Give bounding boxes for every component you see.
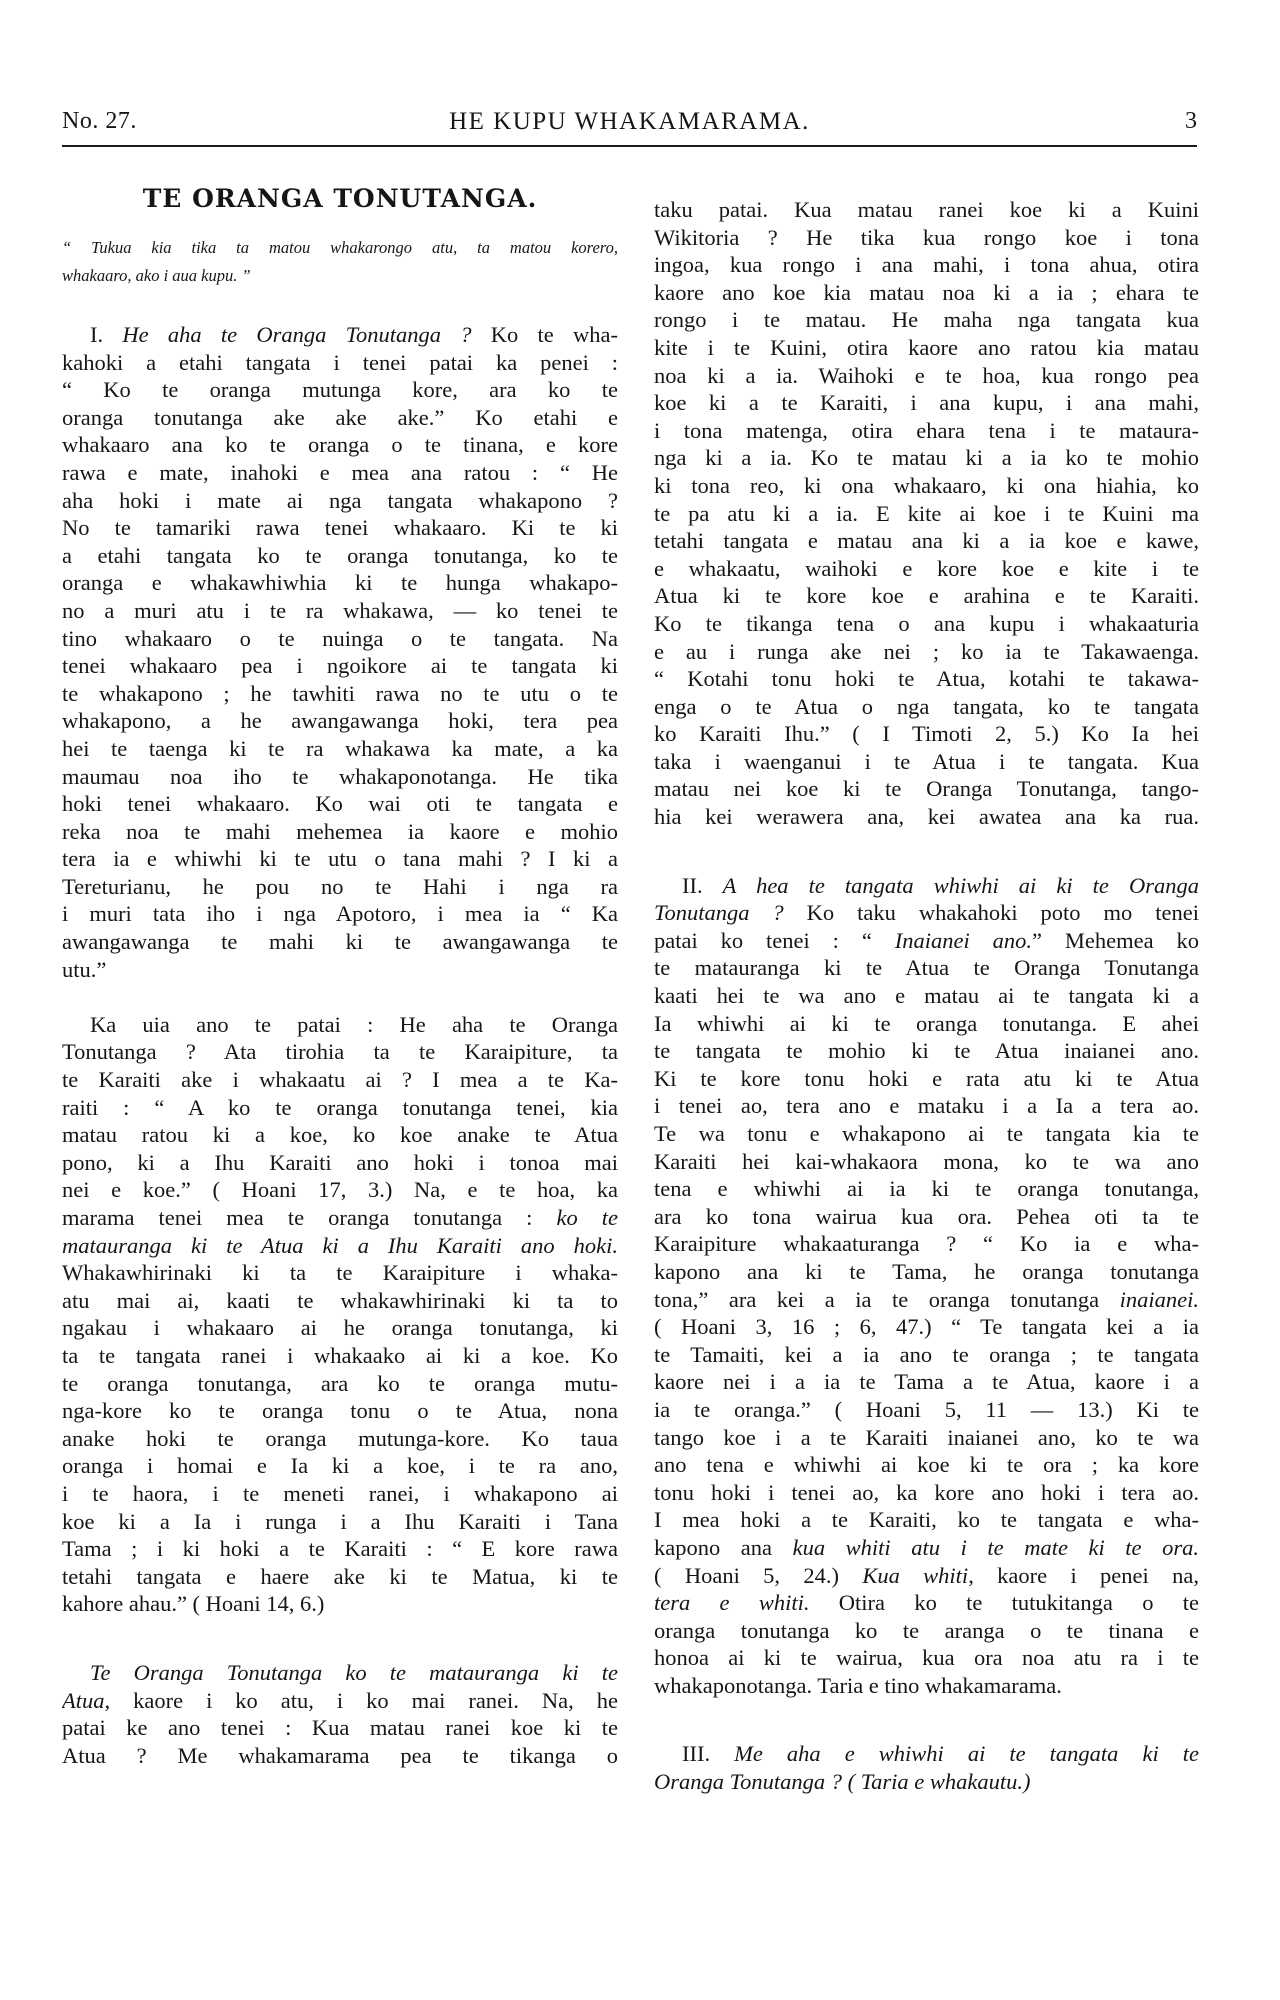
text-line: kaore ano koe kia matau noa ki a ia ; ehara te xyxy=(654,279,1199,305)
text-line: kahore ahau.” ( Hoani 14, 6.) xyxy=(62,1591,325,1617)
text-line: taka i waenganui i te Atua i te tangata. Kua xyxy=(654,748,1199,774)
issue-number: No. 27. xyxy=(62,108,137,134)
italic-run: inaianei. xyxy=(1119,1286,1199,1312)
text-line: te matauranga ki te Atua te Oranga Tonutanga xyxy=(654,955,1199,981)
text-line xyxy=(654,1740,1199,1768)
text-run: marama tenei mea te oranga tonutanga : xyxy=(62,1205,557,1230)
text-line xyxy=(62,1204,618,1232)
italic-run: matauranga ki te Atua ki a Ihu Karaiti ano hoki. xyxy=(62,1232,618,1258)
paragraph-gap xyxy=(654,1699,1199,1740)
text-line: koe ki a te Karaiti, i ana kupu, i ana mahi, xyxy=(654,390,1199,416)
header-rule xyxy=(62,145,1197,147)
text-line: a etahi tangata ko te oranga tonutanga, ko te xyxy=(62,542,618,568)
text-line: “ Ko te oranga mutunga kore, ara ko te xyxy=(62,377,618,403)
text-run: Otira ko te tutukitanga o te xyxy=(809,1590,1199,1616)
text-line: ano tena e whiwhi ai koe ki te ora ; ka kore xyxy=(654,1452,1199,1478)
paragraph-gap xyxy=(654,831,1199,872)
left-column-text xyxy=(62,321,618,1769)
text-line: Ka uia ano te patai : He aha te Oranga xyxy=(90,1011,618,1037)
text-line: ta te tangata ranei i whakaako ai ki a koe. Ko xyxy=(62,1342,618,1368)
text-line: ara ko tona wairua kua ora. Pehea oti ta te xyxy=(654,1203,1199,1229)
italic-run: Inaianei ano. xyxy=(894,927,1032,953)
italic-run: Tonutanga ? xyxy=(654,900,784,926)
text-line: te tangata te mohio ki te Atua inaianei ano. xyxy=(654,1038,1199,1064)
text-line: kite i te Kuini, otira kaore ano ratou kia matau xyxy=(654,334,1199,360)
text-line: whakaponotanga. Taria e tino whakamarama. xyxy=(654,1672,1062,1698)
text-line: i tona matenga, otira ehara tena i te mataura- xyxy=(654,417,1199,443)
text-line: i tenei ao, tera ano e mataku i a Ia a tera ao. xyxy=(654,1093,1199,1119)
text-line: tena e whiwhi ai ia ki te oranga tonutanga, xyxy=(654,1176,1199,1202)
text-line xyxy=(654,1768,1199,1796)
text-line: enga o te Atua o nga tangata, ko te tangata xyxy=(654,693,1199,719)
text-line: kahoki a etahi tangata i tenei patai ka penei : xyxy=(62,349,618,375)
text-line: te Karaiti ake i whakaatu ai ? I mea a te Ka- xyxy=(62,1067,618,1093)
text-line xyxy=(62,321,618,349)
text-line: matau ratou ki a koe, ko koe anake te Atua xyxy=(62,1122,618,1148)
text-line: Whakawhirinaki ki ta te Karaipiture i whaka- xyxy=(62,1260,618,1286)
text-line: ia te oranga.” ( Hoani 5, 11 — 13.) Ki te xyxy=(654,1396,1199,1422)
text-line: oranga tonutanga ko te aranga o te tinana e xyxy=(654,1617,1199,1643)
italic-run: Kua whiti xyxy=(862,1562,969,1588)
text-line: hei te taenga ki te ra whakawa ka mate, a ka xyxy=(62,735,618,761)
text-line: i te haora, i te meneti ranei, i whakapono ai xyxy=(62,1480,618,1506)
text-line: Karaiti hei kai-whakaora mona, ko te wa ano xyxy=(654,1148,1199,1174)
text-line: oranga tonutanga ake ake ake.” Ko etahi e xyxy=(62,404,618,430)
text-line: ko Karaiti Ihu.” ( I Timoti 2, 5.) Ko Ia hei xyxy=(654,721,1199,747)
text-line: I mea hoki a te Karaiti, ko te tangata e wha- xyxy=(654,1507,1199,1533)
text-line: Wikitoria ? He tika kua rongo koe i tona xyxy=(654,224,1199,250)
text-line xyxy=(62,1232,618,1260)
text-line: nga-kore ko te oranga tonu o te Atua, nona xyxy=(62,1398,618,1424)
text-line: Atua ki te kore koe e arahina e te Karaiti. xyxy=(654,583,1199,609)
article-title: TE ORANGA TONUTANGA. xyxy=(142,184,538,213)
paragraph-gap xyxy=(62,1618,618,1659)
text-line: No te tamariki rawa tenei whakaaro. Ki te ki xyxy=(62,515,618,541)
text-line: utu.” xyxy=(62,956,107,982)
text-line: hoki tenei whakaaro. Ko wai oti te tangata e xyxy=(62,791,618,817)
text-line: te Tamaiti, kei a ia ano te oranga ; te tangata xyxy=(654,1341,1199,1367)
text-line: Tama ; i ki hoki a te Karaiti : “ E kore rawa xyxy=(62,1536,618,1562)
text-line: tenei whakaaro pea i ngoikore ai te tangata ki xyxy=(62,653,618,679)
text-line: Ia whiwhi ai ki te oranga tonutanga. E ahei xyxy=(654,1010,1199,1036)
text-line: tino whakaaro o te nuinga o te tangata. Na xyxy=(62,625,618,651)
text-line: oranga i homai e Ia ki a koe, i te ra ano, xyxy=(62,1453,618,1479)
text-line: awangawanga te mahi ki te awangawanga te xyxy=(62,929,618,955)
text-line: honoa ai ki te wairua, kua ora noa atu ra i te xyxy=(654,1645,1199,1671)
italic-run: He aha te Oranga Tonutanga ? xyxy=(122,322,472,347)
text-line: raiti : “ A ko te oranga tonutanga tenei, kia xyxy=(62,1094,618,1120)
text-line: koe ki a Ia i runga i a Ihu Karaiti i Tana xyxy=(62,1508,618,1534)
text-line: te pa atu ki a ia. E kite ai koe i te Kuini ma xyxy=(654,500,1199,526)
epigraph-line: “ Tukua kia tika ta matou whakarongo atu, ta matou korero, xyxy=(62,238,618,257)
text-line: nei e koe.” ( Hoani 17, 3.) Na, e te hoa, ka xyxy=(62,1177,618,1203)
italic-run: A hea te tangata whiwhi ai ki te Oranga xyxy=(722,872,1199,898)
text-line: ki tona reo, ki ona whakaaro, ki ona hiahia, ko xyxy=(654,472,1199,498)
text-line xyxy=(654,927,1199,955)
text-line xyxy=(654,899,1199,927)
paragraph-gap xyxy=(62,983,618,1011)
italic-run: Atua xyxy=(62,1687,105,1713)
italic-run: Oranga Tonutanga ? ( Taria e whakautu.) xyxy=(654,1769,1031,1795)
text-run: tona,” ara kei a ia te oranga tonutanga xyxy=(654,1286,1120,1312)
text-line xyxy=(654,1286,1199,1314)
text-line: oranga e whakawhiwhia ki te hunga whakapo- xyxy=(62,570,618,596)
text-line: Tereturianu, he pou no te Hahi i nga ra xyxy=(62,873,618,899)
epigraph-line: whakaaro, ako i aua kupu. ” xyxy=(62,265,251,285)
text-line: no a muri atu i te ra whakawa, — ko tenei te xyxy=(62,597,618,623)
text-line: whakaaro ana ko te oranga o te tinana, e kore xyxy=(62,432,618,458)
text-line: noa ki a ia. Waihoki e te hoa, kua rongo pea xyxy=(654,362,1199,388)
italic-run: kua whiti atu i te mate ki te ora. xyxy=(792,1534,1199,1560)
text-line xyxy=(654,872,1199,900)
text-run: III. xyxy=(682,1741,735,1767)
text-line: i muri tata iho i nga Apotoro, i mea ia “ Ka xyxy=(62,901,618,927)
italic-run: ko te xyxy=(556,1205,618,1230)
publication-title: HE KUPU WHAKAMARAMA. xyxy=(449,108,810,135)
text-line: Karaipiture whakaaturanga ? “ Ko ia e wha- xyxy=(654,1231,1199,1257)
text-line: tetahi tangata e haere ake ki te Matua, ki te xyxy=(62,1563,618,1589)
italic-run: Me aha e whiwhi ai te tangata ki te xyxy=(734,1741,1199,1767)
text-line: e whakaatu, waihoki e kore koe e kite i te xyxy=(654,555,1199,581)
text-run: patai ko tenei : “ xyxy=(654,927,895,953)
italic-run: tera e whiti. xyxy=(654,1590,810,1616)
text-line: tonu hoki i tenei ao, ka kore ano hoki i tera ao. xyxy=(654,1479,1199,1505)
italic-run: Te Oranga Tonutanga ko te matauranga ki te xyxy=(90,1659,618,1685)
text-line: nga ki a ia. Ko te matau ki a ia ko te mohio xyxy=(654,445,1199,471)
text-line: kaore nei i a ia te Tama a te Atua, kaore i a xyxy=(654,1369,1199,1395)
text-run: II. xyxy=(682,872,723,898)
text-run: kapono ana xyxy=(654,1534,793,1560)
text-line xyxy=(62,1687,618,1715)
text-line: Ko te tikanga tena o ana kupu i whakaaturia xyxy=(654,610,1199,636)
text-line: ( Hoani 3, 16 ; 6, 47.) “ Te tangata kei a ia xyxy=(654,1314,1199,1340)
text-line: reka noa te mahi mehemea ia kaore e mohio xyxy=(62,818,618,844)
text-run: Ko taku whakahoki poto mo tenei xyxy=(783,900,1199,926)
running-header xyxy=(62,108,1197,142)
text-line: rongo i te matau. He maha nga tangata kua xyxy=(654,307,1199,333)
text-run: , kaore i penei na, xyxy=(968,1562,1199,1588)
epigraph xyxy=(62,234,618,289)
text-line: kapono ana ki te Tama, he oranga tonutanga xyxy=(654,1258,1199,1284)
text-line: hia kei werawera ana, kei awatea ana ka rua. xyxy=(654,804,1199,830)
text-line: tango koe i a te Karaiti inaianei ano, ko te wa xyxy=(654,1424,1199,1450)
text-line: ngakau i whakaaro ai he oranga tonutanga, ki xyxy=(62,1315,618,1341)
text-line: Ki te kore tonu hoki e rata atu ki te Atua xyxy=(654,1065,1199,1091)
text-run: I. xyxy=(90,322,123,347)
text-line xyxy=(654,1589,1199,1617)
text-line: tera ia e whiwhi ki te utu o tana mahi ? I ki a xyxy=(62,846,618,872)
text-line xyxy=(62,1659,618,1687)
text-line: matau nei koe ki te Oranga Tonutanga, tango- xyxy=(654,776,1199,802)
text-line xyxy=(654,1562,1199,1590)
page-number: 3 xyxy=(1185,108,1197,134)
text-line: “ Kotahi tonu hoki te Atua, kotahi te takawa- xyxy=(654,666,1199,692)
text-line xyxy=(654,1534,1199,1562)
text-line: Te wa tonu e whakapono ai te tangata kia te xyxy=(654,1121,1199,1146)
text-line: Atua ? Me whakamarama pea te tikanga o xyxy=(62,1742,618,1768)
text-line: whakapono, a he awangawanga hoki, tera pea xyxy=(62,708,618,734)
text-line: atu mai ai, kaati te whakawhirinaki ki ta to xyxy=(62,1287,618,1313)
text-line: e au i runga ake nei ; ko ia te Takawaenga. xyxy=(654,638,1199,664)
text-run: ( Hoani 5, 24.) xyxy=(654,1562,863,1588)
text-line: pono, ki a Ihu Karaiti ano hoki i tonoa mai xyxy=(62,1149,618,1175)
text-line: taku patai. Kua matau ranei koe ki a Kuini xyxy=(654,197,1199,222)
text-line: patai ke ano tenei : Kua matau ranei koe ki te xyxy=(62,1715,618,1741)
text-line: tetahi tangata e matau ana ki a ia koe e kawe, xyxy=(654,528,1199,554)
text-line: aha hoki i mate ai nga tangata whakapono ? xyxy=(62,487,618,513)
text-line: Tonutanga ? Ata tirohia ta te Karaipiture, ta xyxy=(62,1039,618,1065)
text-line: te whakapono ; he tawhiti rawa no te utu o te xyxy=(62,680,618,706)
text-line: rawa e mate, inahoki e mea ana ratou : “ He xyxy=(62,459,618,485)
text-line: te oranga tonutanga, ara ko te oranga mutu- xyxy=(62,1370,618,1396)
right-column-text xyxy=(654,196,1199,1796)
text-run: ” Mehemea ko xyxy=(1031,927,1199,953)
text-run: Ko te wha- xyxy=(471,322,618,347)
text-line: ingoa, kua rongo i ana mahi, i tona ahua, otira xyxy=(654,252,1199,278)
text-line: anake hoki te oranga mutunga-kore. Ko taua xyxy=(62,1425,618,1451)
text-run: , kaore i ko atu, i ko mai ranei. Na, he xyxy=(104,1687,618,1713)
text-line: maumau noa iho te whakaponotanga. He tika xyxy=(62,763,618,789)
text-line: kaati hei te wa ano e matau ai te tangata ki a xyxy=(654,983,1199,1009)
